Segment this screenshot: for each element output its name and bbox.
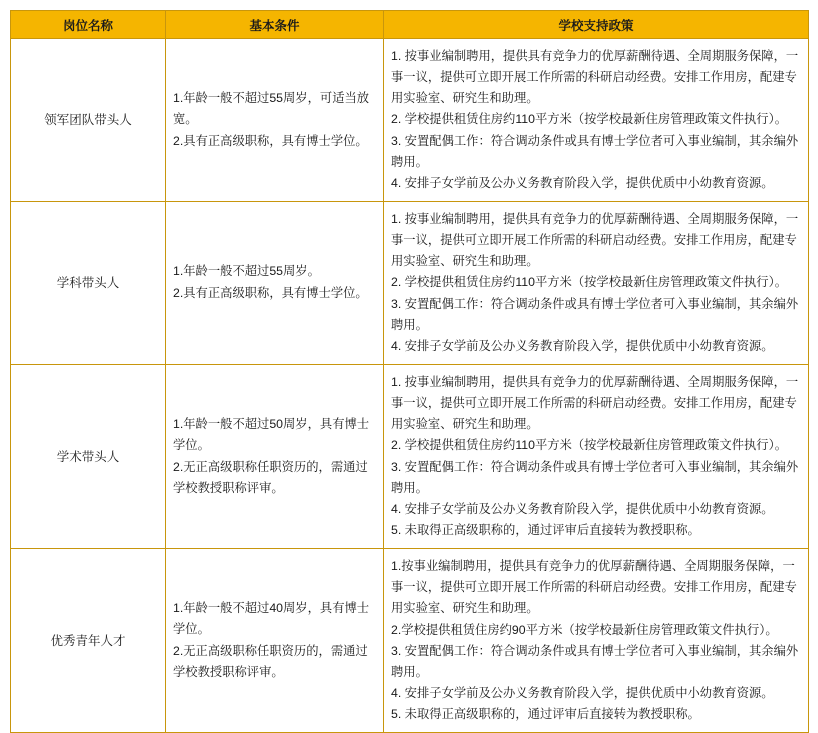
table-row [11, 201, 809, 364]
column-header-post-name: 岗位名称 [11, 11, 166, 39]
cell-basic-conditions [166, 201, 384, 364]
cell-basic-conditions [166, 549, 384, 733]
column-header-school-support-policy: 学校支持政策 [384, 11, 809, 39]
cell-post-name: 学术带头人 [11, 364, 166, 548]
cell-post-name: 学科带头人 [11, 201, 166, 364]
policy-line: 1. 按事业编制聘用，提供具有竞争力的优厚薪酬待遇、全周期服务保障，一事一议，提供可立即开展工作所需的科研启动经费。安排工作用房，配建专用实验室、研究生和助理。 [391, 374, 799, 432]
table-row [11, 39, 809, 202]
condition-line: 2.无正高级职称任职资历的，需通过学校教授职称评审。 [173, 643, 368, 680]
condition-line: 1.年龄一般不超过55周岁，可适当放宽。 [173, 90, 370, 127]
table-row [11, 364, 809, 548]
table-row [11, 549, 809, 733]
condition-line: 1.年龄一般不超过40周岁，具有博士学位。 [173, 600, 370, 637]
policy-line: 2. 学校提供租赁住房约110平方米（按学校最新住房管理政策文件执行）。 [391, 438, 788, 453]
policy-line: 3. 安置配偶工作：符合调动条件或具有博士学位者可入事业编制，其余编外聘用。 [391, 643, 799, 679]
policy-line: 1. 按事业编制聘用，提供具有竞争力的优厚薪酬待遇、全周期服务保障，一事一议，提供可立即开展工作所需的科研启动经费。安排工作用房，配建专用实验室、研究生和助理。 [391, 49, 799, 106]
policy-line: 4. 安排子女学前及公办义务教育阶段入学，提供优质中小幼教育资源。 [391, 175, 774, 190]
cell-post-name: 优秀青年人才 [11, 549, 166, 733]
policy-line: 3. 安置配偶工作：符合调动条件或具有博士学位者可入事业编制，其余编外聘用。 [391, 459, 799, 495]
condition-line: 2.具有正高级职称，具有博士学位。 [173, 285, 368, 300]
cell-basic-conditions [166, 364, 384, 548]
talent-policy-table [10, 10, 809, 733]
cell-basic-conditions [166, 39, 384, 202]
policy-line: 4. 安排子女学前及公办义务教育阶段入学，提供优质中小幼教育资源。 [391, 501, 774, 516]
policy-line: 5. 未取得正高级职称的，通过评审后直接转为教授职称。 [391, 522, 700, 537]
condition-line: 1.年龄一般不超过50周岁，具有博士学位。 [173, 416, 370, 453]
condition-line: 1.年龄一般不超过55周岁。 [173, 264, 320, 279]
condition-line: 2.具有正高级职称，具有博士学位。 [173, 133, 368, 148]
policy-line: 2. 学校提供租赁住房约110平方米（按学校最新住房管理政策文件执行）。 [391, 275, 788, 290]
cell-support-policy [384, 549, 809, 733]
policy-line: 1.按事业编制聘用，提供具有竞争力的优厚薪酬待遇、全周期服务保障，一事一议，提供可立即开展工作所需的科研启动经费。安排工作用房，配建专用实验室、研究生和助理。 [391, 559, 797, 616]
table-header [11, 11, 809, 39]
column-header-basic-conditions: 基本条件 [166, 11, 384, 39]
table-body [11, 39, 809, 733]
policy-line: 3. 安置配偶工作：符合调动条件或具有博士学位者可入事业编制，其余编外聘用。 [391, 133, 799, 169]
policy-line: 2.学校提供租赁住房约90平方米（按学校最新住房管理政策文件执行）。 [391, 622, 778, 637]
policy-line: 3. 安置配偶工作：符合调动条件或具有博士学位者可入事业编制，其余编外聘用。 [391, 296, 799, 332]
policy-line: 1. 按事业编制聘用，提供具有竞争力的优厚薪酬待遇、全周期服务保障，一事一议，提供可立即开展工作所需的科研启动经费。安排工作用房，配建专用实验室、研究生和助理。 [391, 211, 799, 269]
condition-line: 2.无正高级职称任职资历的，需通过学校教授职称评审。 [173, 459, 368, 496]
cell-support-policy [384, 201, 809, 364]
policy-line: 2. 学校提供租赁住房约110平方米（按学校最新住房管理政策文件执行）。 [391, 112, 788, 127]
cell-support-policy [384, 39, 809, 202]
table-header-row [11, 11, 809, 39]
policy-line: 5. 未取得正高级职称的，通过评审后直接转为教授职称。 [391, 707, 700, 722]
cell-support-policy [384, 364, 809, 548]
policy-line: 4. 安排子女学前及公办义务教育阶段入学，提供优质中小幼教育资源。 [391, 685, 774, 700]
cell-post-name: 领军团队带头人 [11, 39, 166, 202]
policy-line: 4. 安排子女学前及公办义务教育阶段入学，提供优质中小幼教育资源。 [391, 338, 774, 353]
